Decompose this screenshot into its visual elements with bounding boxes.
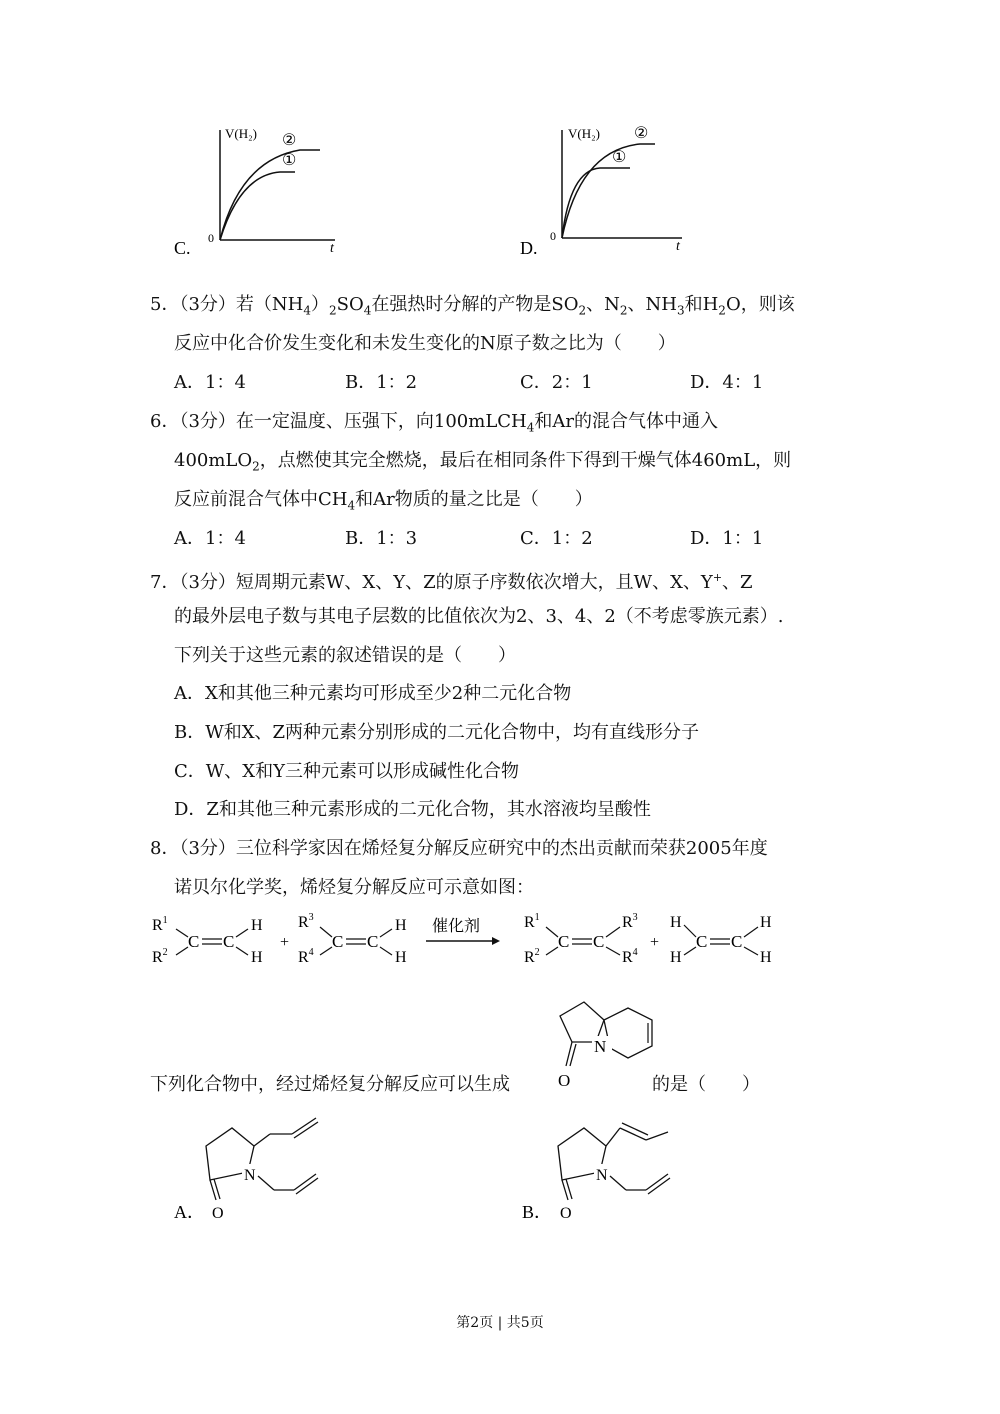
o-atom-label: O xyxy=(560,1205,572,1222)
option-d-label: D. xyxy=(520,238,538,258)
x-axis-label: t xyxy=(676,239,680,254)
svg-text:R3: $R^3$ xyxy=(622,912,638,931)
q5-line-1: 5．（3分）若$(NH_4)_2SO_4$在强热时分解的产物是$SO_2$、$N_2$、$NH_3$和$H_2O$，则该 xyxy=(150,294,795,318)
q6-line-1: 6．（3分）在一定温度、压强下，向100mLCH$_4$和Ar的混合气体中通入 xyxy=(150,411,719,435)
plus-sign-1: + xyxy=(280,934,290,951)
q6-option-a[interactable]: A．1：4 xyxy=(174,528,246,549)
svg-text:C: C xyxy=(188,932,200,951)
q5-option-b[interactable]: B．1：2 xyxy=(345,372,418,393)
n-atom-label: N xyxy=(244,1167,256,1184)
q8-line-2: 诺贝尔化学奖，烯烃复分解反应可示意如图： xyxy=(174,877,534,898)
n-atom-label: N xyxy=(596,1167,608,1184)
q5-option-a[interactable]: A．1：4 xyxy=(174,372,246,393)
option-b-molecule-svg xyxy=(518,1110,698,1225)
plus-sign-2: + xyxy=(650,934,660,951)
origin-label: 0 xyxy=(208,231,214,245)
r3-label: $R^3$ xyxy=(298,912,314,931)
svg-text:R1: $R^1$ xyxy=(524,912,540,931)
curve-2-label: ② xyxy=(282,132,297,149)
svg-text:H: H xyxy=(395,949,407,966)
svg-text:R4: $R^4$ xyxy=(622,947,638,966)
q6-line-2: 400mLO$_2$，点燃使其完全燃烧，最后在相同条件下得到干燥气体460mL，则 xyxy=(174,450,792,474)
o-atom-label: O xyxy=(558,1071,571,1090)
metathesis-scheme-svg xyxy=(148,905,798,980)
origin-label: 0 xyxy=(550,229,556,243)
curve-2 xyxy=(562,144,655,238)
curve-2-label: ② xyxy=(634,125,649,142)
svg-text:C: C xyxy=(731,932,743,951)
target-molecule xyxy=(548,990,658,1090)
x-axis-label: t xyxy=(330,241,334,256)
svg-text:H: H xyxy=(760,949,772,966)
q7-line-1: 7．（3分）短周期元素W、X、Y、Z的原子序数依次增大，且W、X、Y+、Z xyxy=(150,571,753,593)
q5-option-d[interactable]: D．4：1 xyxy=(690,372,764,393)
option-c-label: C. xyxy=(174,238,191,258)
curve-1-label: ① xyxy=(282,152,297,169)
graph-d-svg xyxy=(520,120,720,260)
q6-line-3: 反应前混合气体中$CH_4$和Ar物质的量之比是（ ） xyxy=(174,489,593,513)
svg-text:H: H xyxy=(670,914,682,931)
y-axis-label: V(H₂) xyxy=(568,126,600,141)
q8-option-a[interactable] xyxy=(170,1110,340,1225)
q7-option-d[interactable]: D．Z和其他三种元素形成的二元化合物，其水溶液均呈酸性 xyxy=(174,799,651,820)
r4-label: $R^4$ xyxy=(298,947,314,966)
svg-text:H: H xyxy=(251,949,263,966)
svg-text:C: C xyxy=(367,932,379,951)
q7-line-2: 的最外层电子数与其电子层数的比值依次为2、3、4、2（不考虑零族元素）. xyxy=(174,606,784,627)
svg-text:H: H xyxy=(670,949,682,966)
graph-c-svg xyxy=(170,120,370,260)
r2-label: $R^2$ xyxy=(152,947,168,966)
q8-option-b[interactable] xyxy=(518,1110,698,1225)
metathesis-scheme xyxy=(148,905,798,980)
page-footer: 第2页 | 共5页 xyxy=(456,1315,544,1331)
q8-line-3a: 下列化合物中，经过烯烃复分解反应可以生成 xyxy=(150,1074,510,1095)
q5-option-c[interactable]: C．2：1 xyxy=(520,372,593,393)
svg-text:C: C xyxy=(332,932,344,951)
svg-text:C: C xyxy=(223,932,235,951)
q6-option-c[interactable]: C．1：2 xyxy=(520,528,593,549)
q7-option-a[interactable]: A．X和其他三种元素均可形成至少2种二元化合物 xyxy=(174,683,572,704)
y-axis-label: V(H₂) xyxy=(225,126,257,141)
q7-line-3: 下列关于这些元素的叙述错误的是（ ） xyxy=(174,645,516,666)
q8-line-1: 8．（3分）三位科学家因在烯烃复分解反应研究中的杰出贡献而荣获2005年度 xyxy=(150,838,768,859)
svg-text:R2: $R^2$ xyxy=(524,947,540,966)
svg-text:H: H xyxy=(395,917,407,934)
svg-text:H: H xyxy=(760,914,772,931)
q7-option-c[interactable]: C．W、X和Y三种元素可以形成碱性化合物 xyxy=(174,761,519,782)
q7-option-b[interactable]: B．W和X、Z两种元素分别形成的二元化合物中，均有直线形分子 xyxy=(174,722,700,743)
svg-text:H: H xyxy=(251,917,263,934)
option-c-graph xyxy=(170,120,370,260)
target-molecule-svg xyxy=(548,990,658,1090)
q8-line-3b: 的是（ ） xyxy=(652,1074,760,1095)
svg-text:C: C xyxy=(696,932,708,951)
curve-2 xyxy=(220,150,320,240)
curve-1-label: ① xyxy=(612,149,627,166)
svg-text:C: C xyxy=(558,932,570,951)
option-a-molecule-svg xyxy=(170,1110,340,1225)
svg-text:C: C xyxy=(593,932,605,951)
q6-option-d[interactable]: D．1：1 xyxy=(690,528,764,549)
o-atom-label: O xyxy=(212,1205,224,1222)
option-d-graph xyxy=(520,120,720,260)
arrow-head-icon xyxy=(492,937,500,945)
q6-option-b[interactable]: B．1：3 xyxy=(345,528,418,549)
option-b-label: B． xyxy=(522,1202,553,1222)
option-a-label: A． xyxy=(174,1202,205,1222)
r1-label: $R^1$ xyxy=(152,915,168,934)
q5-line-2: 反应中化合价发生变化和未发生变化的N原子数之比为（ ） xyxy=(174,333,676,354)
catalyst-label: 催化剂 xyxy=(432,918,481,935)
n-atom-label: N xyxy=(594,1037,607,1056)
